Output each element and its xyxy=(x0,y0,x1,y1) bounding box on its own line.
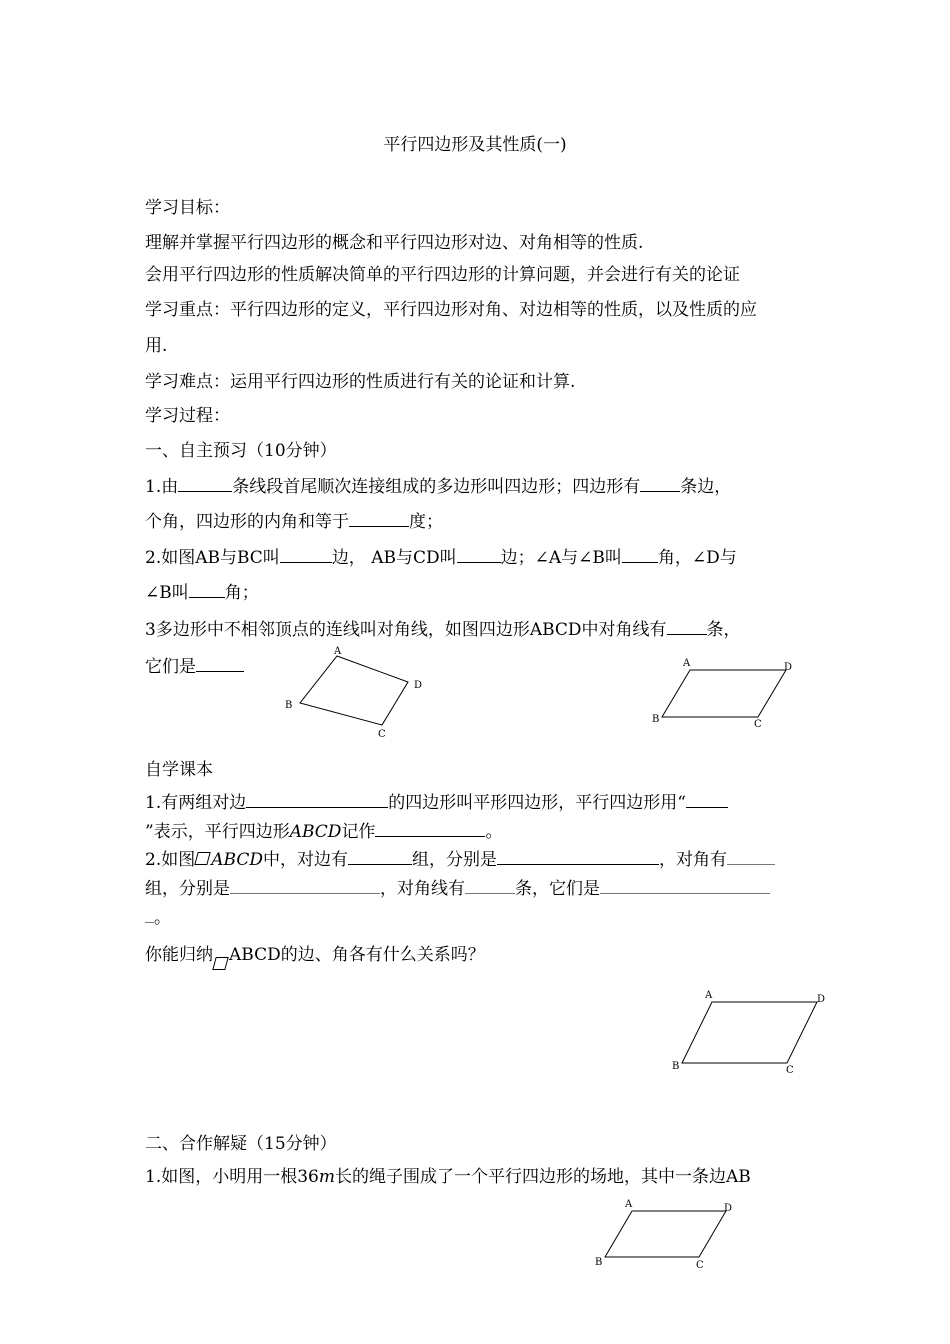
q2-blank-1[interactable] xyxy=(280,548,332,563)
q1-text-d: 个角，四边形的内角和等于 xyxy=(145,512,349,532)
q2-blank-4[interactable] xyxy=(189,583,225,598)
c1-unit: m xyxy=(318,1167,335,1187)
label-d: D xyxy=(817,994,826,1005)
parallelogram-figure-2 xyxy=(665,985,845,1080)
q2-text-b: 边， AB与CD叫 xyxy=(331,548,457,568)
s2-text-e: ，对角有 xyxy=(658,850,727,870)
s1-text-e: 记作 xyxy=(341,822,376,842)
label-a: A xyxy=(705,990,713,1001)
label-a: A xyxy=(334,646,342,657)
question-1-line-2 xyxy=(145,512,443,532)
q2-blank-3[interactable] xyxy=(622,548,658,563)
s2-text-a: 2.如图 xyxy=(145,850,196,870)
s2-blank-5[interactable] xyxy=(465,879,515,894)
parallelogram-figure-3 xyxy=(590,1195,750,1275)
label-a: A xyxy=(625,1199,633,1210)
s2-text-g: ，对角线有 xyxy=(380,879,465,899)
s1-text-a: 1.有两组对边 xyxy=(145,793,247,813)
summary-question xyxy=(145,945,485,965)
s1-text-f: 。 xyxy=(485,822,503,842)
s2-text-i: 。 xyxy=(154,908,171,928)
s2-blank-2[interactable] xyxy=(497,850,659,865)
s1-blank-3[interactable] xyxy=(375,822,485,837)
q3-text-c: 它们是 xyxy=(145,657,196,677)
q3-blank-1[interactable] xyxy=(667,620,707,635)
q1-text-b: 条线段首尾顺次连接组成的多边形叫四边形；四边形有 xyxy=(232,477,641,497)
question-2-line-2 xyxy=(145,583,259,603)
label-a: A xyxy=(683,658,691,669)
q1-blank-1[interactable] xyxy=(178,477,232,492)
s2-text-f: 组，分别是 xyxy=(145,879,230,899)
quadrilateral-figure xyxy=(280,645,423,740)
label-c: C xyxy=(754,719,762,730)
goal-1: 理解并掌握平行四边形的概念和平行四边形对边、对角相等的性质. xyxy=(145,233,644,253)
label-b: B xyxy=(285,700,293,711)
q2-blank-2[interactable] xyxy=(457,548,501,563)
difficulty: 学习难点：运用平行四边形的性质进行有关的论证和计算. xyxy=(145,372,576,392)
s2-blank-3[interactable] xyxy=(727,850,775,865)
goals-heading: 学习目标： xyxy=(145,198,230,218)
q3-blank-2[interactable] xyxy=(196,657,244,672)
q1-blank-2[interactable] xyxy=(640,477,680,492)
question-3-line-1 xyxy=(145,620,741,640)
self-study-1-line-1 xyxy=(145,793,728,813)
section-1-heading: 一、自主预习（10分钟） xyxy=(145,441,337,461)
s2-text-abcd: ABCD xyxy=(211,850,263,870)
section-2-heading: 二、合作解疑（15分钟） xyxy=(145,1134,337,1154)
s1-text-c: ”表示，平行四边形 xyxy=(145,822,290,842)
self-study-2-line-1 xyxy=(145,850,775,870)
goal-2: 会用平行四边形的性质解决简单的平行四边形的计算问题，并会进行有关的论证 xyxy=(145,265,740,285)
label-d: D xyxy=(724,1203,733,1214)
label-b: B xyxy=(652,714,660,725)
self-study-1-line-2 xyxy=(145,822,502,842)
ask-text-a: 你能归纳 xyxy=(145,945,213,965)
parallelogram-icon xyxy=(212,957,228,970)
self-study-2-line-3 xyxy=(145,908,171,928)
key-points-end: 用. xyxy=(145,336,168,356)
q2-text-c: 边；∠A与∠B叫 xyxy=(500,548,622,568)
s2-text-h: 条，它们是 xyxy=(515,879,600,899)
c1-text-b: 长的绳子围成了一个平行四边形的场地，其中一条边AB xyxy=(334,1167,751,1187)
s2-blank-4[interactable] xyxy=(230,879,380,894)
s1-text-b: 的四边形叫平形四边形，平行四边形用“ xyxy=(388,793,686,813)
q1-text-e: 度； xyxy=(409,512,443,532)
process-heading: 学习过程： xyxy=(145,406,230,426)
self-study-2-line-2 xyxy=(145,879,770,899)
label-c: C xyxy=(786,1065,794,1076)
q2-text-f: 角； xyxy=(224,583,259,603)
self-study-heading: 自学课本 xyxy=(145,760,213,780)
q3-text-b: 条， xyxy=(706,620,741,640)
s2-blank-7[interactable] xyxy=(145,908,154,923)
s1-blank-1[interactable] xyxy=(246,793,388,808)
q3-text-a: 3多边形中不相邻顶点的连线叫对角线，如图四边形ABCD中对角线有 xyxy=(145,620,667,640)
q1-blank-3[interactable] xyxy=(349,512,409,527)
s2-blank-1[interactable] xyxy=(348,850,412,865)
q2-text-d: 角，∠D与 xyxy=(657,548,737,568)
parallelogram-icon xyxy=(194,852,210,865)
s2-text-d: 组，分别是 xyxy=(411,850,497,870)
label-b: B xyxy=(672,1061,680,1072)
key-points: 学习重点：平行四边形的定义，平行四边形对角、对边相等的性质，以及性质的应 xyxy=(145,300,757,320)
s1-blank-2[interactable] xyxy=(686,793,728,808)
q2-text-e: ∠B叫 xyxy=(145,583,189,603)
s2-blank-6[interactable] xyxy=(600,879,770,894)
q2-text-a: 2.如图AB与BC叫 xyxy=(145,548,280,568)
page-title: 平行四边形及其性质(一) xyxy=(383,135,567,155)
q1-text-c: 条边， xyxy=(680,477,732,497)
question-2-line-1 xyxy=(145,548,737,568)
q1-text-a: 1.由 xyxy=(145,477,179,497)
label-c: C xyxy=(378,729,386,740)
s2-text-c: 中，对边有 xyxy=(262,850,348,870)
parallelogram-figure-1 xyxy=(650,655,830,735)
question-3-line-2 xyxy=(145,657,244,677)
c1-text-a: 1.如图，小明用一根36 xyxy=(145,1167,319,1187)
label-b: B xyxy=(595,1257,603,1268)
label-c: C xyxy=(696,1260,704,1271)
ask-text-b: ABCD的边、角各有什么关系吗？ xyxy=(229,945,485,965)
cooperative-question-1 xyxy=(145,1167,751,1187)
label-d: D xyxy=(414,680,423,691)
s1-text-abcd: ABCD xyxy=(289,822,342,842)
label-d: D xyxy=(784,662,793,673)
question-1-line-1 xyxy=(145,477,731,497)
